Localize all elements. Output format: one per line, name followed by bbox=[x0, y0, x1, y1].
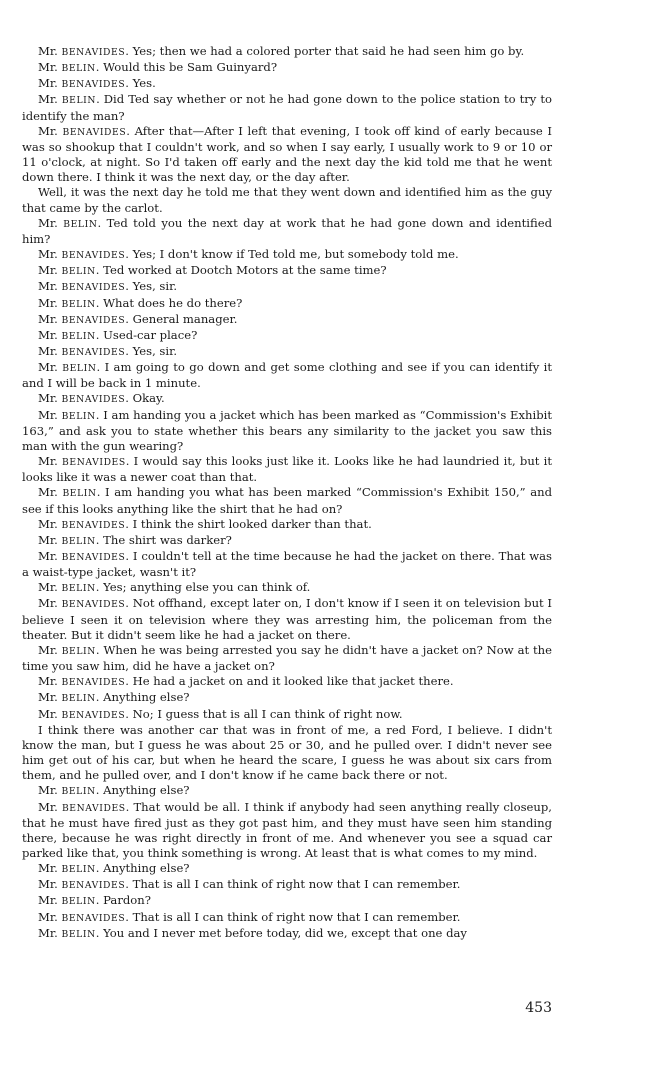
page-number: 453 bbox=[525, 1000, 552, 1016]
transcript-paragraph bbox=[22, 707, 552, 723]
speaker-name: BELIN bbox=[61, 645, 96, 657]
transcript-paragraph bbox=[22, 643, 552, 674]
speaker-name: BENAVIDES bbox=[61, 79, 126, 91]
speaker-separator: . bbox=[96, 485, 105, 500]
speaker-title: Mr. bbox=[38, 263, 62, 278]
paragraph-text: Yes, sir. bbox=[132, 343, 178, 358]
speaker-title: Mr. bbox=[38, 580, 62, 595]
speaker-separator: . bbox=[125, 279, 133, 294]
transcript-paragraph bbox=[22, 580, 552, 596]
transcript-paragraph bbox=[22, 533, 552, 549]
speaker-title: Mr. bbox=[38, 674, 62, 689]
paragraph-text: Yes, sir. bbox=[132, 279, 178, 294]
transcript-paragraph bbox=[22, 408, 552, 454]
speaker-name: BELIN bbox=[61, 896, 96, 908]
speaker-name: BELIN bbox=[61, 63, 96, 75]
paragraph-text: I couldn't tell at the time because he had the jacket on there. That was a waist-type jacket, wasn't it? bbox=[22, 549, 553, 580]
transcript-paragraph bbox=[22, 800, 552, 862]
speaker-name: BELIN bbox=[63, 218, 98, 230]
paragraph-text: You and I never met before today, did we, except that one day bbox=[103, 925, 467, 940]
speaker-title: Mr. bbox=[38, 295, 62, 310]
paragraph-text: I am handing you what has been marked “Commission's Exhibit 150,” and see if this looks anything like the shirt that he had on? bbox=[22, 485, 552, 516]
transcript-paragraph bbox=[22, 723, 552, 784]
speaker-separator: . bbox=[125, 596, 133, 611]
speaker-separator: . bbox=[125, 909, 133, 924]
transcript-paragraph bbox=[22, 926, 552, 942]
transcript-paragraph bbox=[22, 328, 552, 344]
paragraph-text: Anything else? bbox=[103, 783, 190, 798]
transcript-paragraph bbox=[22, 783, 552, 799]
transcript-paragraph bbox=[22, 124, 552, 186]
speaker-name: BENAVIDES bbox=[61, 552, 126, 563]
speaker-separator: . bbox=[125, 877, 133, 892]
speaker-name: BENAVIDES bbox=[61, 709, 126, 721]
transcript-paragraph bbox=[22, 92, 552, 123]
speaker-title: Mr. bbox=[38, 861, 62, 876]
paragraph-text: When he was being arrested you say he didn't have a jacket on? Now at the time you saw him, did he have a jacket on? bbox=[22, 642, 552, 674]
speaker-title: Mr. bbox=[38, 247, 62, 262]
speaker-title: Mr. bbox=[38, 123, 63, 138]
transcript-paragraph bbox=[22, 360, 552, 391]
transcript-paragraph bbox=[22, 549, 552, 580]
speaker-name: BELIN bbox=[61, 786, 96, 798]
paragraph-text: Well, it was the next day he told me that they went down and identified him as the guy that came by the carlot. bbox=[22, 185, 552, 215]
transcript-paragraph bbox=[22, 517, 552, 533]
speaker-name: BENAVIDES bbox=[61, 519, 126, 531]
speaker-separator: . bbox=[95, 642, 104, 657]
transcript-paragraph bbox=[22, 485, 552, 516]
transcript-paragraph bbox=[22, 344, 552, 360]
speaker-name: BELIN bbox=[61, 928, 96, 940]
speaker-name: BENAVIDES bbox=[61, 802, 126, 814]
speaker-title: Mr. bbox=[38, 877, 62, 892]
paragraph-text: What does he do there? bbox=[103, 295, 243, 310]
paragraph-text: That is all I can think of right now that I can remember. bbox=[132, 909, 461, 924]
speaker-title: Mr. bbox=[38, 407, 62, 422]
paragraph-text: I think there was another car that was in front of me, a red Ford, I believe. I didn't know the man, but I guess he was about 25 or 30, and he pulled over. I didn't never see him get out of his car, but when he heard the scare, I guess he was about six cars from them, and he pulled over, and I don't know if he came back there or not. bbox=[22, 722, 552, 783]
paragraph-text: Used-car place? bbox=[103, 327, 198, 342]
transcript-paragraph bbox=[22, 861, 552, 877]
speaker-separator: . bbox=[95, 861, 104, 876]
speaker-separator: . bbox=[125, 549, 133, 563]
speaker-name: BELIN bbox=[61, 298, 96, 310]
speaker-title: Mr. bbox=[38, 343, 62, 358]
speaker-name: BENAVIDES bbox=[61, 912, 126, 924]
speaker-name: BELIN bbox=[62, 488, 97, 500]
paragraph-text: The shirt was darker? bbox=[103, 532, 232, 547]
speaker-separator: . bbox=[95, 580, 104, 595]
paragraph-text: Did Ted say whether or not he had gone down to the police station to try to identify the man? bbox=[22, 92, 553, 123]
speaker-separator: . bbox=[96, 92, 104, 107]
speaker-name: BENAVIDES bbox=[61, 599, 126, 611]
paragraph-text: Not offhand, except later on, I don't know if I seen it on television but I believe I seen it on television where they was arresting him, the policeman from the theater. But it didn't seem like he had a jacket on there. bbox=[22, 596, 553, 642]
transcript-paragraph bbox=[22, 247, 552, 263]
transcript-paragraph bbox=[22, 60, 552, 76]
speaker-title: Mr. bbox=[38, 60, 62, 75]
speaker-separator: . bbox=[125, 247, 133, 262]
speaker-separator: . bbox=[95, 893, 104, 908]
paragraph-text: I think the shirt looked darker than that. bbox=[132, 516, 372, 531]
speaker-separator: . bbox=[95, 295, 104, 310]
speaker-title: Mr. bbox=[38, 549, 62, 563]
speaker-name: BELIN bbox=[62, 363, 97, 375]
transcript-paragraph bbox=[22, 216, 552, 247]
transcript-paragraph bbox=[22, 185, 552, 215]
speaker-name: BELIN bbox=[61, 864, 96, 876]
speaker-separator: . bbox=[95, 690, 104, 705]
speaker-separator: . bbox=[96, 360, 105, 375]
paragraph-text: Yes; anything else you can think of. bbox=[103, 580, 311, 595]
speaker-separator: . bbox=[95, 783, 104, 798]
transcript-paragraph bbox=[22, 596, 552, 642]
speaker-separator: . bbox=[125, 674, 133, 689]
speaker-name: BENAVIDES bbox=[61, 282, 126, 294]
speaker-title: Mr. bbox=[38, 532, 62, 547]
speaker-name: BELIN bbox=[61, 583, 96, 595]
speaker-name: BENAVIDES bbox=[61, 880, 126, 892]
paragraph-text: Anything else? bbox=[103, 690, 190, 705]
speaker-separator: . bbox=[125, 454, 134, 469]
speaker-title: Mr. bbox=[38, 485, 63, 500]
speaker-name: BENAVIDES bbox=[61, 314, 126, 326]
transcript-paragraph bbox=[22, 877, 552, 893]
transcript-paragraph bbox=[22, 674, 552, 690]
transcript-paragraph bbox=[22, 910, 552, 926]
speaker-name: BENAVIDES bbox=[62, 126, 127, 138]
paragraph-text: Okay. bbox=[132, 391, 165, 406]
speaker-separator: . bbox=[125, 343, 133, 358]
speaker-title: Mr. bbox=[38, 76, 62, 91]
paragraph-text: Pardon? bbox=[103, 893, 151, 908]
paragraph-text: I am going to go down and get some clothing and see if you can identify it and I will be back in 1 minute. bbox=[22, 360, 553, 391]
paragraph-text: General manager. bbox=[132, 311, 238, 326]
transcript-paragraph bbox=[22, 263, 552, 279]
paragraph-text: I am handing you a jacket which has been marked as “Commission's Exhibit 163,” and ask you to state whether this bears any similarity to the jacket you saw this man with the gun wearing? bbox=[22, 407, 553, 453]
speaker-separator: . bbox=[125, 76, 133, 91]
speaker-name: BELIN bbox=[61, 266, 96, 278]
speaker-separator: . bbox=[95, 327, 104, 342]
speaker-title: Mr. bbox=[38, 279, 62, 294]
transcript-paragraph bbox=[22, 391, 552, 407]
paragraph-text: That would be all. I think if anybody had seen anything really closeup, that he must have fired just as they got past him, and they must have seen him standing there, because he was right directly in front of me. And whenever you see a squad car parked like that, you think something is wrong. At least that is what comes to my mind. bbox=[22, 799, 552, 860]
transcript-paragraph bbox=[22, 76, 552, 92]
speaker-title: Mr. bbox=[38, 454, 63, 469]
speaker-title: Mr. bbox=[38, 215, 64, 230]
speaker-name: BENAVIDES bbox=[61, 346, 126, 358]
speaker-separator: . bbox=[125, 44, 133, 58]
speaker-separator: . bbox=[95, 532, 104, 547]
transcript-paragraph bbox=[22, 44, 552, 60]
transcript-paragraph bbox=[22, 312, 552, 328]
speaker-title: Mr. bbox=[38, 516, 62, 531]
speaker-separator: . bbox=[125, 799, 134, 814]
speaker-title: Mr. bbox=[38, 642, 62, 657]
speaker-name: BELIN bbox=[61, 693, 96, 705]
transcript-paragraph bbox=[22, 454, 552, 485]
speaker-separator: . bbox=[97, 215, 107, 230]
paragraph-text: Ted worked at Dootch Motors at the same time? bbox=[103, 263, 387, 278]
speaker-title: Mr. bbox=[38, 596, 62, 611]
transcript-paragraph bbox=[22, 296, 552, 312]
speaker-title: Mr. bbox=[38, 391, 62, 406]
speaker-title: Mr. bbox=[38, 909, 62, 924]
paragraph-text: Yes; I don't know if Ted told me, but somebody told me. bbox=[132, 247, 459, 262]
transcript-page bbox=[22, 44, 552, 942]
paragraph-text: No; I guess that is all I can think of right now. bbox=[132, 706, 403, 721]
speaker-title: Mr. bbox=[38, 327, 62, 342]
speaker-name: BENAVIDES bbox=[62, 457, 126, 469]
speaker-separator: . bbox=[125, 391, 133, 406]
speaker-title: Mr. bbox=[38, 706, 62, 721]
speaker-name: BELIN bbox=[61, 410, 96, 422]
speaker-separator: . bbox=[95, 925, 104, 940]
paragraph-text: I would say this looks just like it. Looks like he had laundried it, but it looks like it was a newer coat than that. bbox=[22, 454, 553, 485]
transcript-paragraph bbox=[22, 279, 552, 295]
paragraph-text: Yes; then we had a colored porter that said he had seen him go by. bbox=[132, 44, 525, 58]
speaker-title: Mr. bbox=[38, 44, 62, 58]
speaker-name: BELIN bbox=[61, 330, 96, 342]
speaker-separator: . bbox=[125, 706, 133, 721]
speaker-title: Mr. bbox=[38, 893, 62, 908]
speaker-name: BENAVIDES bbox=[61, 250, 126, 262]
paragraph-text: He had a jacket on and it looked like that jacket there. bbox=[132, 674, 454, 689]
speaker-separator: . bbox=[95, 407, 104, 422]
speaker-name: BENAVIDES bbox=[61, 47, 126, 58]
speaker-name: BENAVIDES bbox=[61, 394, 126, 406]
speaker-separator: . bbox=[95, 263, 104, 278]
speaker-title: Mr. bbox=[38, 311, 62, 326]
speaker-title: Mr. bbox=[38, 925, 62, 940]
paragraph-text: Ted told you the next day at work that he had gone down and identified him? bbox=[22, 215, 552, 246]
speaker-title: Mr. bbox=[38, 92, 62, 107]
paragraph-text: Would this be Sam Guinyard? bbox=[103, 60, 278, 75]
speaker-name: BENAVIDES bbox=[61, 677, 126, 689]
paragraph-text: Anything else? bbox=[103, 861, 190, 876]
speaker-separator: . bbox=[126, 123, 135, 138]
speaker-name: BELIN bbox=[61, 535, 96, 547]
paragraph-text: Yes. bbox=[132, 76, 156, 91]
speaker-separator: . bbox=[95, 60, 104, 75]
speaker-separator: . bbox=[125, 516, 133, 531]
speaker-title: Mr. bbox=[38, 783, 62, 798]
speaker-title: Mr. bbox=[38, 360, 63, 375]
paragraph-text: That is all I can think of right now that I can remember. bbox=[132, 877, 461, 892]
speaker-title: Mr. bbox=[38, 690, 62, 705]
transcript-paragraph bbox=[22, 893, 552, 909]
paragraph-text: After that—After I left that evening, I took off kind of early because I was so shookup that I couldn't work, and so when I say early, I usually work to 9 or 10 or 11 o'clock, at night. So I'd taken off early and the next day the kid told me that he went down there. I think it was the next day, or the day after. bbox=[22, 123, 553, 185]
speaker-name: BELIN bbox=[61, 95, 97, 107]
speaker-separator: . bbox=[125, 311, 133, 326]
transcript-paragraph bbox=[22, 690, 552, 706]
speaker-title: Mr. bbox=[38, 799, 62, 814]
